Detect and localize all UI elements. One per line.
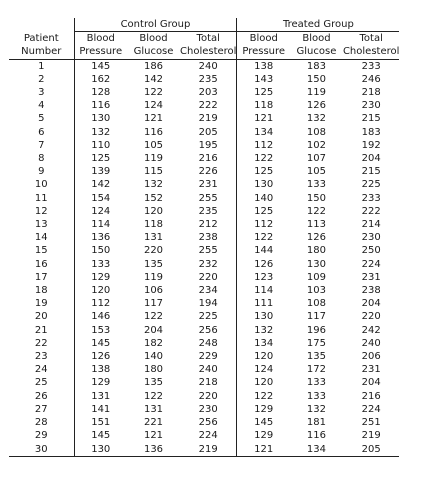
table-cell: 105 xyxy=(143,139,164,151)
table-cell: 131 xyxy=(143,403,164,415)
table-cell: 125 xyxy=(237,205,290,218)
table-cell: 114 xyxy=(74,218,127,231)
table-row xyxy=(9,165,399,178)
table-cell: 218 xyxy=(361,87,381,99)
patient-number-cell: 3 xyxy=(38,87,45,99)
table-row xyxy=(9,192,399,205)
patient-number-cell: 9 xyxy=(38,166,45,178)
table-cell: 131 xyxy=(74,390,127,403)
table-cell: 250 xyxy=(361,245,381,257)
table-cell: 235 xyxy=(198,73,218,85)
table-cell: 135 xyxy=(143,377,164,389)
table-cell: 119 xyxy=(143,153,164,165)
patient-number-cell: 4 xyxy=(38,100,45,112)
group-header-treated: Treated Group xyxy=(237,18,399,32)
table-cell: 226 xyxy=(198,166,218,178)
table-row xyxy=(9,126,399,139)
table-cell: 204 xyxy=(361,377,381,389)
column-header: Glucose xyxy=(290,45,343,59)
table-row xyxy=(9,376,399,389)
table-cell: 109 xyxy=(306,271,326,283)
patient-number-cell: 26 xyxy=(34,390,48,402)
table-cell: 216 xyxy=(361,390,381,402)
table-cell: 229 xyxy=(198,351,218,363)
table-cell: 186 xyxy=(143,60,164,72)
table-row xyxy=(9,324,399,337)
table-cell: 114 xyxy=(237,284,290,297)
table-row xyxy=(9,390,399,403)
table-cell: 140 xyxy=(143,351,164,363)
column-header: Blood xyxy=(302,33,331,45)
table-cell: 204 xyxy=(361,153,381,165)
table-cell: 172 xyxy=(306,364,326,376)
table-cell: 132 xyxy=(74,126,127,139)
table-row xyxy=(9,416,399,429)
table-cell: 130 xyxy=(237,178,290,191)
patient-number-cell: 15 xyxy=(34,245,48,257)
table-cell: 231 xyxy=(361,364,381,376)
table-cell: 120 xyxy=(143,205,164,217)
patient-number-cell: 8 xyxy=(38,153,45,165)
table-row xyxy=(9,86,399,99)
table-cell: 240 xyxy=(198,60,218,72)
table-cell: 235 xyxy=(198,205,218,217)
table-cell: 203 xyxy=(198,87,218,99)
table-row xyxy=(9,73,399,86)
table-cell: 175 xyxy=(306,337,326,349)
patient-number-cell: 16 xyxy=(34,258,48,270)
table-cell: 255 xyxy=(198,245,218,257)
table-cell: 121 xyxy=(237,112,290,125)
table-cell: 225 xyxy=(361,179,381,191)
table-body xyxy=(9,59,399,456)
table-cell: 133 xyxy=(306,179,326,191)
table-cell: 136 xyxy=(127,443,180,457)
group-header-row xyxy=(9,18,399,32)
table-cell: 212 xyxy=(198,219,218,231)
table-cell: 146 xyxy=(74,310,127,323)
table-cell: 240 xyxy=(198,364,218,376)
table-cell: 117 xyxy=(306,311,326,323)
column-header: Total xyxy=(359,33,383,45)
table-cell: 112 xyxy=(237,218,290,231)
table-cell: 142 xyxy=(143,73,164,85)
table-cell: 121 xyxy=(237,443,290,457)
patient-number-cell: 20 xyxy=(34,311,48,323)
table-cell: 181 xyxy=(306,417,326,429)
patient-data-table xyxy=(9,18,399,457)
table-cell: 132 xyxy=(306,113,326,125)
table-cell: 123 xyxy=(237,271,290,284)
group-header-cell xyxy=(237,18,399,32)
table-cell: 133 xyxy=(306,390,326,402)
table-cell: 118 xyxy=(143,219,164,231)
table-cell: 103 xyxy=(306,285,326,297)
table-cell: 108 xyxy=(306,126,326,138)
table-cell: 145 xyxy=(74,59,127,73)
patient-number-cell: 24 xyxy=(34,364,48,376)
table-cell: 205 xyxy=(343,443,399,457)
table-row xyxy=(9,284,399,297)
table-cell: 238 xyxy=(361,285,381,297)
patient-number-cell: 19 xyxy=(34,298,48,310)
table-cell: 150 xyxy=(74,244,127,257)
table-cell: 180 xyxy=(306,245,326,257)
table-cell: 195 xyxy=(198,139,218,151)
table-cell: 150 xyxy=(306,73,326,85)
table-cell: 122 xyxy=(237,231,290,244)
table-cell: 143 xyxy=(237,73,290,86)
table-cell: 111 xyxy=(237,297,290,310)
table-cell: 144 xyxy=(237,244,290,257)
table-cell: 145 xyxy=(74,337,127,350)
table-cell: 222 xyxy=(361,205,381,217)
table-cell: 248 xyxy=(198,337,218,349)
table-cell: 246 xyxy=(361,73,381,85)
table-cell: 120 xyxy=(237,376,290,389)
table-row xyxy=(9,350,399,363)
group-header-spacer xyxy=(9,18,74,32)
patient-number-cell: 17 xyxy=(34,271,48,283)
table-row xyxy=(9,178,399,191)
table-row xyxy=(9,218,399,231)
table-cell: 124 xyxy=(74,205,127,218)
patient-number-cell: 6 xyxy=(38,126,45,138)
patient-number-cell: 5 xyxy=(38,113,45,125)
column-header: Total xyxy=(196,33,220,45)
table-cell: 230 xyxy=(361,232,381,244)
table-cell: 124 xyxy=(237,363,290,376)
table-cell: 136 xyxy=(74,231,127,244)
table-cell: 224 xyxy=(361,403,381,415)
table-cell: 134 xyxy=(290,443,343,457)
table-cell: 132 xyxy=(306,403,326,415)
table-cell: 231 xyxy=(198,179,218,191)
table-cell: 240 xyxy=(361,337,381,349)
table-cell: 230 xyxy=(198,403,218,415)
table-cell: 153 xyxy=(74,324,127,337)
table-cell: 215 xyxy=(361,113,381,125)
table-row xyxy=(9,337,399,350)
table-row xyxy=(9,99,399,112)
table-cell: 135 xyxy=(306,351,326,363)
patient-number-cell: 11 xyxy=(34,192,48,204)
table-cell: 192 xyxy=(361,139,381,151)
table-cell: 233 xyxy=(361,192,381,204)
table-cell: 128 xyxy=(74,86,127,99)
table-cell: 116 xyxy=(143,126,164,138)
table-cell: 130 xyxy=(74,443,127,457)
table-row xyxy=(9,297,399,310)
table-cell: 119 xyxy=(143,271,164,283)
table-cell: 126 xyxy=(237,258,290,271)
patient-number-cell: 21 xyxy=(34,324,48,336)
patient-number-cell: 14 xyxy=(34,232,48,244)
table-cell: 113 xyxy=(306,219,326,231)
table-cell: 134 xyxy=(237,126,290,139)
group-header-control: Control Group xyxy=(75,18,237,32)
patient-number-cell: 10 xyxy=(34,179,48,191)
column-header: Glucose xyxy=(127,45,180,59)
patient-number-cell: 12 xyxy=(34,205,48,217)
table-row xyxy=(9,403,399,416)
table-cell: 118 xyxy=(237,99,290,112)
table-cell: 131 xyxy=(143,232,164,244)
table-cell: 119 xyxy=(306,87,326,99)
table-cell: 145 xyxy=(74,429,127,442)
table-cell: 219 xyxy=(198,113,218,125)
table-cell: 106 xyxy=(143,285,164,297)
table-cell: 129 xyxy=(237,429,290,442)
table-cell: 122 xyxy=(237,390,290,403)
table-cell: 122 xyxy=(143,311,164,323)
table-cell: 110 xyxy=(74,139,127,152)
table-cell: 125 xyxy=(237,165,290,178)
table-cell: 256 xyxy=(198,324,218,336)
table-cell: 221 xyxy=(143,417,164,429)
table-cell: 162 xyxy=(74,73,127,86)
patient-number-cell: 23 xyxy=(34,351,48,363)
table-cell: 205 xyxy=(198,126,218,138)
column-header-row xyxy=(9,45,399,59)
table-cell: 129 xyxy=(74,376,127,389)
column-header: Blood xyxy=(139,33,168,45)
table-cell: 204 xyxy=(361,298,381,310)
table-cell: 122 xyxy=(237,152,290,165)
patient-number-cell: 1 xyxy=(38,60,45,72)
table-cell: 224 xyxy=(361,258,381,270)
table-row xyxy=(9,112,399,125)
table-cell: 134 xyxy=(237,337,290,350)
table-cell: 122 xyxy=(143,87,164,99)
table-cell: 251 xyxy=(361,417,381,429)
table-cell: 219 xyxy=(180,443,237,457)
table-cell: 256 xyxy=(198,417,218,429)
table-cell: 234 xyxy=(198,285,218,297)
patient-number-cell: 27 xyxy=(34,403,48,415)
table-cell: 116 xyxy=(306,430,326,442)
table-cell: 120 xyxy=(237,350,290,363)
column-header-row xyxy=(9,32,399,45)
table-cell: 115 xyxy=(143,166,164,178)
table-cell: 121 xyxy=(143,113,164,125)
table-cell: 238 xyxy=(198,232,218,244)
table-cell: 130 xyxy=(306,258,326,270)
table-cell: 230 xyxy=(361,100,381,112)
table-cell: 122 xyxy=(143,390,164,402)
table-cell: 219 xyxy=(361,430,381,442)
table-cell: 232 xyxy=(198,258,218,270)
table-cell: 126 xyxy=(306,232,326,244)
table-cell: 133 xyxy=(306,377,326,389)
column-header: Blood xyxy=(74,32,127,45)
table-cell: 126 xyxy=(74,350,127,363)
table-cell: 102 xyxy=(306,139,326,151)
table-row xyxy=(9,258,399,271)
column-header: Cholesterol xyxy=(180,46,237,58)
table-cell: 132 xyxy=(237,324,290,337)
table-cell: 108 xyxy=(306,298,326,310)
table-cell: 220 xyxy=(143,245,164,257)
table-cell: 130 xyxy=(237,310,290,323)
table-cell: 183 xyxy=(306,60,326,72)
table-cell: 125 xyxy=(237,86,290,99)
table-cell: 116 xyxy=(74,99,127,112)
patient-number-cell: 2 xyxy=(38,73,45,85)
table-cell: 222 xyxy=(198,100,218,112)
table-cell: 126 xyxy=(306,100,326,112)
table-cell: 218 xyxy=(198,377,218,389)
column-header: Cholesterol xyxy=(342,46,400,58)
table-cell: 112 xyxy=(74,297,127,310)
table-cell: 242 xyxy=(361,324,381,336)
table-cell: 124 xyxy=(143,100,164,112)
table-row xyxy=(9,310,399,323)
table-cell: 132 xyxy=(143,179,164,191)
table-cell: 224 xyxy=(198,430,218,442)
table-row xyxy=(9,443,399,457)
table-cell: 206 xyxy=(361,351,381,363)
column-header: Number xyxy=(9,45,74,59)
table-cell: 141 xyxy=(74,403,127,416)
table-row xyxy=(9,231,399,244)
table-row xyxy=(9,139,399,152)
table-cell: 180 xyxy=(143,364,164,376)
patient-number-cell: 29 xyxy=(34,430,48,442)
patient-number-cell: 30 xyxy=(9,443,74,457)
table-cell: 152 xyxy=(143,192,164,204)
column-header: Patient xyxy=(23,33,59,45)
table-cell: 183 xyxy=(361,126,381,138)
table-cell: 125 xyxy=(74,152,127,165)
table-cell: 112 xyxy=(237,139,290,152)
table-row xyxy=(9,271,399,284)
table-cell: 196 xyxy=(306,324,326,336)
data-table-container xyxy=(9,18,399,457)
table-row xyxy=(9,244,399,257)
table-row xyxy=(9,205,399,218)
table-cell: 204 xyxy=(143,324,164,336)
table-cell: 142 xyxy=(74,178,127,191)
table-cell: 151 xyxy=(74,416,127,429)
column-header: Pressure xyxy=(74,45,127,59)
table-row xyxy=(9,363,399,376)
patient-number-cell: 25 xyxy=(34,377,48,389)
group-header-cell xyxy=(74,18,237,32)
patient-number-cell: 22 xyxy=(34,337,48,349)
table-cell: 220 xyxy=(361,311,381,323)
table-cell: 121 xyxy=(143,430,164,442)
table-cell: 145 xyxy=(237,416,290,429)
table-cell: 140 xyxy=(237,192,290,205)
table-cell: 215 xyxy=(361,166,381,178)
table-cell: 225 xyxy=(198,311,218,323)
patient-number-cell: 28 xyxy=(34,417,48,429)
table-cell: 214 xyxy=(361,219,381,231)
table-cell: 139 xyxy=(74,165,127,178)
table-row xyxy=(9,152,399,165)
table-cell: 133 xyxy=(74,258,127,271)
patient-number-cell: 18 xyxy=(34,285,48,297)
table-cell: 216 xyxy=(198,153,218,165)
patient-number-cell: 7 xyxy=(38,139,45,151)
table-cell: 122 xyxy=(306,205,326,217)
table-cell: 154 xyxy=(74,192,127,205)
table-cell: 150 xyxy=(306,192,326,204)
patient-number-cell: 13 xyxy=(34,219,48,231)
table-cell: 255 xyxy=(198,192,218,204)
table-cell: 105 xyxy=(306,166,326,178)
table-cell: 130 xyxy=(74,112,127,125)
table-cell: 138 xyxy=(237,59,290,73)
table-cell: 129 xyxy=(237,403,290,416)
table-cell: 135 xyxy=(143,258,164,270)
table-cell: 220 xyxy=(198,271,218,283)
table-cell: 120 xyxy=(74,284,127,297)
column-header: Pressure xyxy=(237,45,290,59)
table-cell: 129 xyxy=(74,271,127,284)
table-cell: 138 xyxy=(74,363,127,376)
table-cell: 220 xyxy=(198,390,218,402)
table-row xyxy=(9,429,399,442)
column-header: Blood xyxy=(237,32,290,45)
table-cell: 233 xyxy=(361,60,381,72)
table-cell: 194 xyxy=(198,298,218,310)
table-cell: 107 xyxy=(306,153,326,165)
table-cell: 231 xyxy=(361,271,381,283)
table-row xyxy=(9,59,399,73)
table-cell: 117 xyxy=(143,298,164,310)
table-cell: 182 xyxy=(143,337,164,349)
